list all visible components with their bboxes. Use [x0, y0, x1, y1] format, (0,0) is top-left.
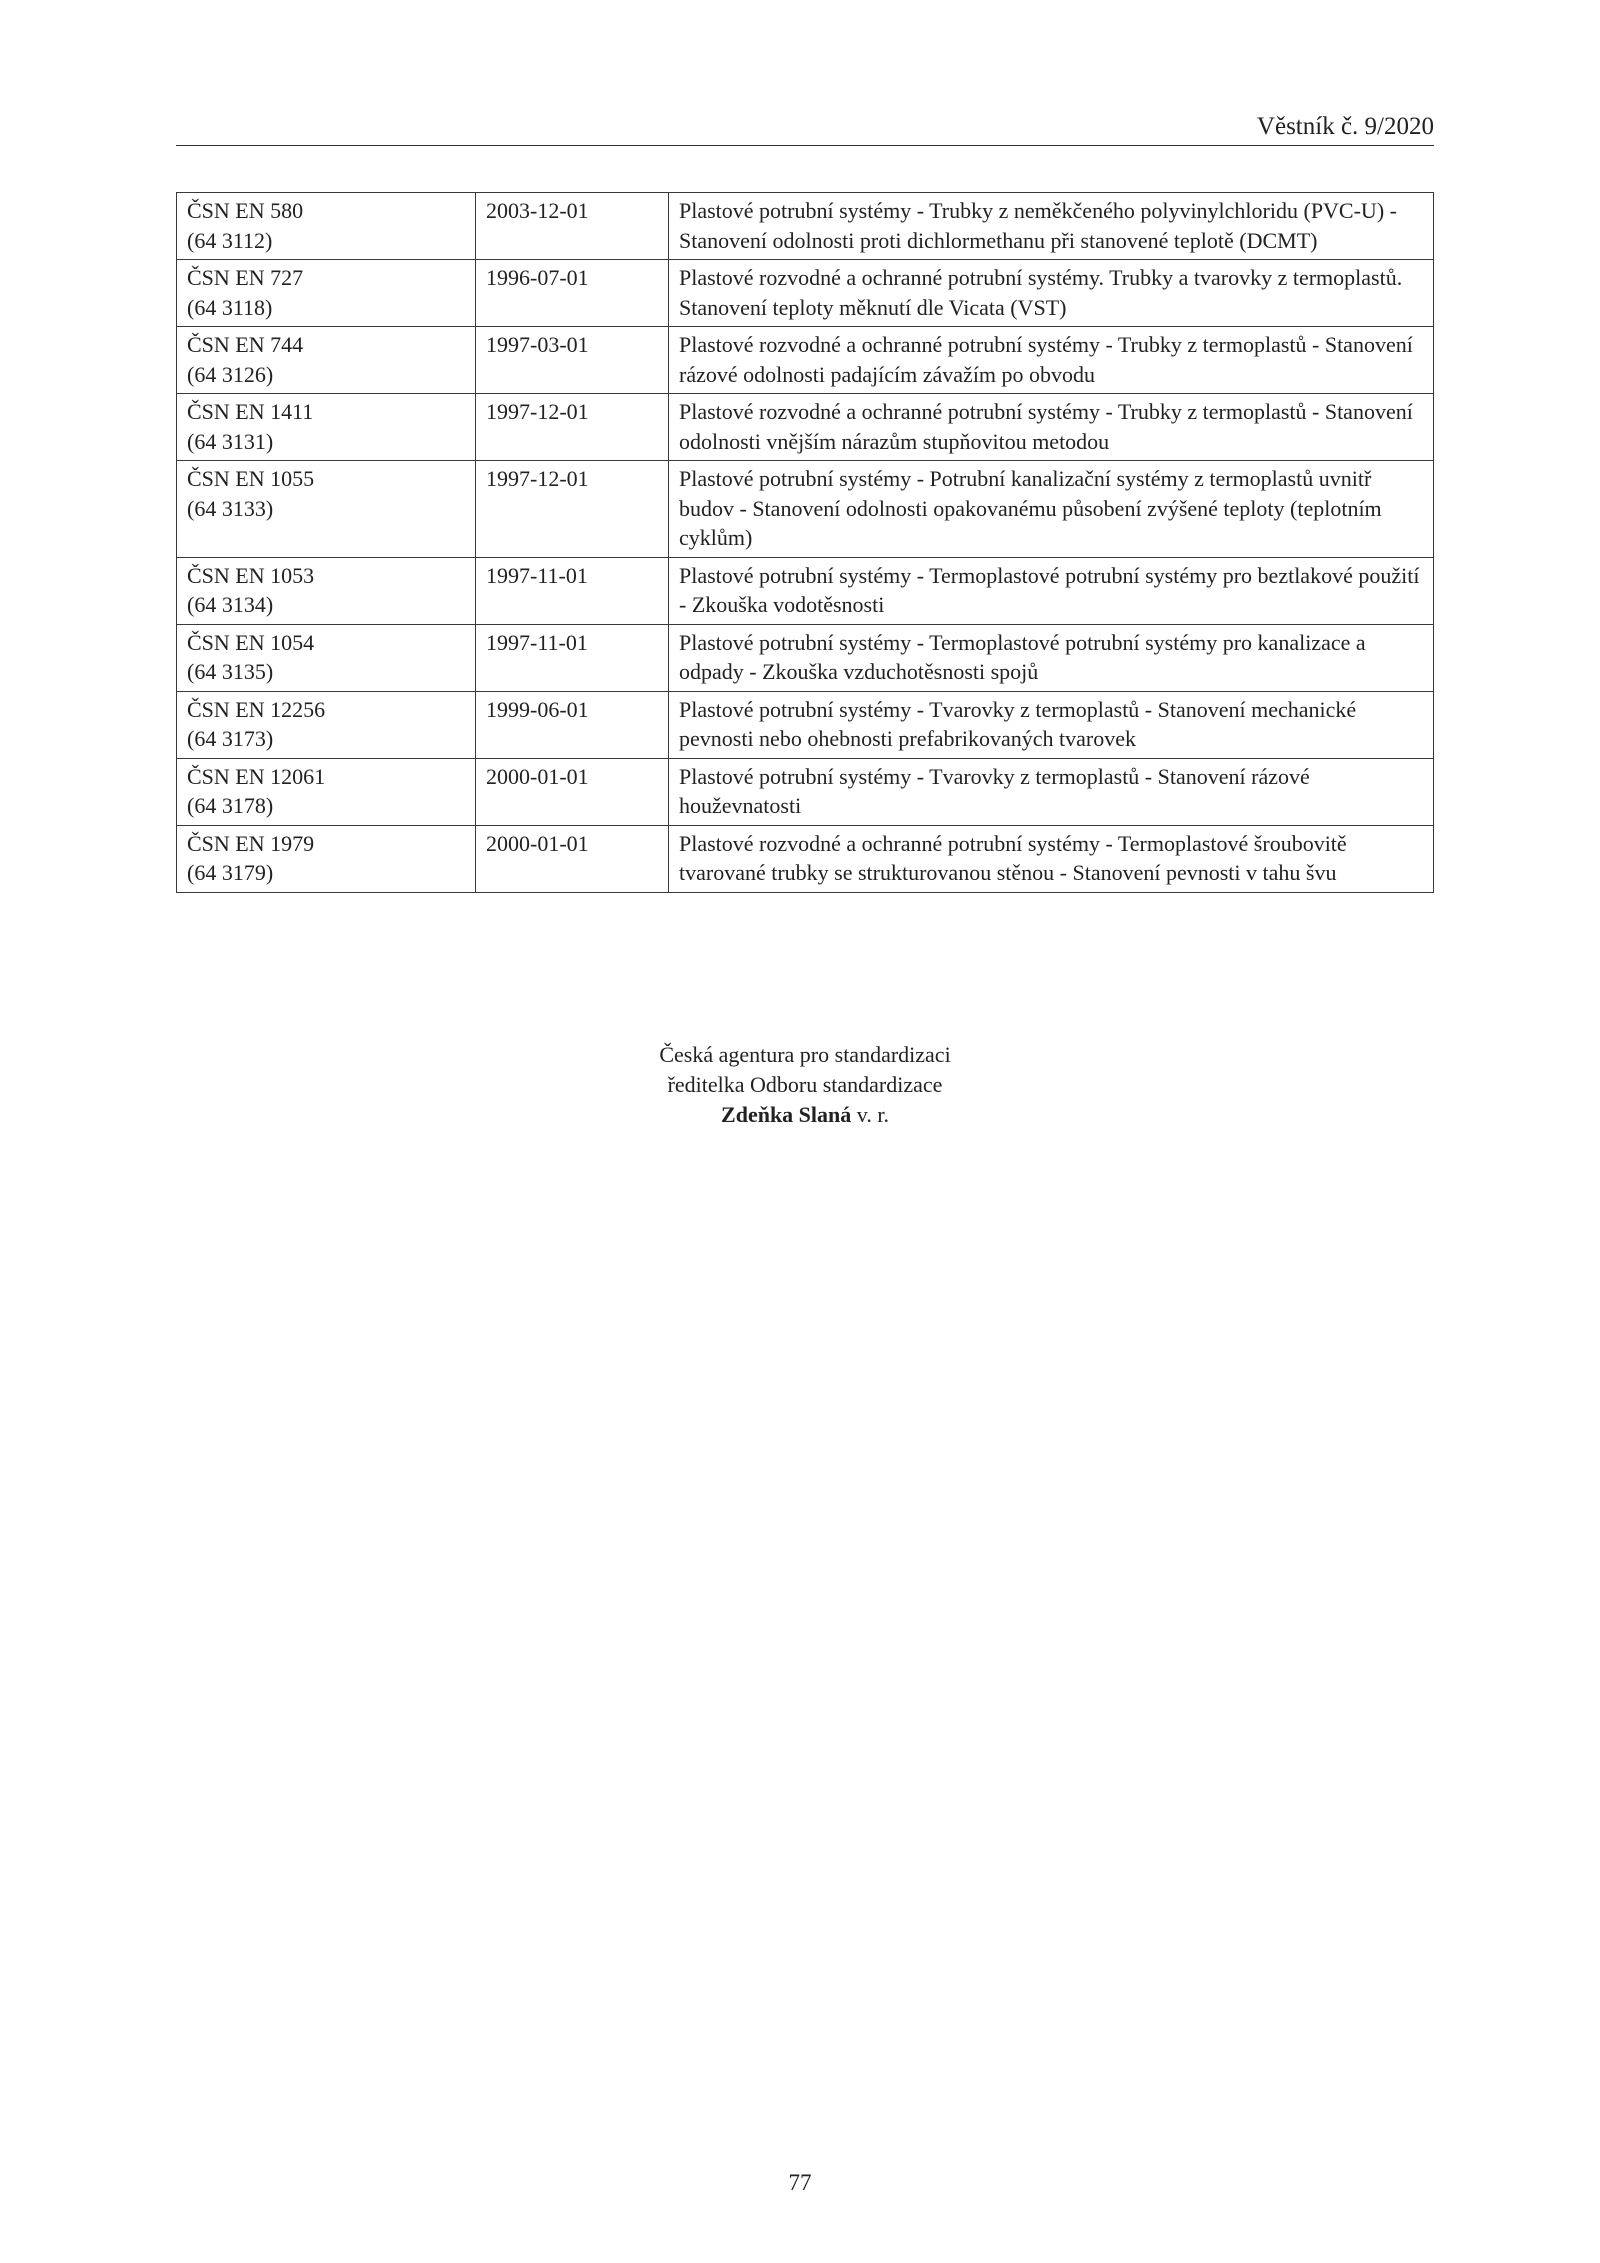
table-row	[177, 758, 1434, 825]
table-row	[177, 394, 1434, 461]
signatory-suffix: v. r.	[851, 1102, 889, 1127]
classification-code: (64 3112)	[187, 227, 273, 253]
table-row	[177, 624, 1434, 691]
standard-code: ČSN EN 1053	[187, 562, 315, 588]
standard-code: ČSN EN 744	[187, 332, 304, 357]
standards-table	[176, 192, 1434, 893]
classification-code: (64 3135)	[187, 659, 274, 684]
standard-code-cell	[177, 193, 476, 260]
title-cell: Plastové rozvodné a ochranné potrubní systémy - Trubky z termoplastů - Stanovení rázové odolnosti padajícím závažím po obvodu	[669, 327, 1434, 394]
standard-code-cell	[177, 691, 476, 758]
standard-code-cell	[177, 327, 476, 394]
title-cell: Plastové rozvodné a ochranné potrubní systémy. Trubky a tvarovky z termoplastů. Stanovení teploty měknutí dle Vicata (VST)	[669, 260, 1434, 327]
title-cell: Plastové potrubní systémy - Termoplastové potrubní systémy pro kanalizace a odpady - Zkouška vzduchotěsnosti spojů	[669, 624, 1434, 691]
standard-code-cell	[177, 260, 476, 327]
date-cell: 1997-03-01	[476, 327, 669, 394]
standard-code: ČSN EN 1055	[187, 466, 315, 491]
header-rule	[176, 145, 1434, 146]
date-cell: 2000-01-01	[476, 825, 669, 892]
signatory-role: ředitelka Odboru standardizace	[667, 1072, 943, 1097]
classification-code: (64 3118)	[187, 294, 273, 320]
classification-code: (64 3131)	[187, 428, 274, 454]
standard-code-cell	[177, 758, 476, 825]
standard-code: ČSN EN 1979	[187, 830, 315, 856]
date-cell: 2000-01-01	[476, 758, 669, 825]
classification-code: (64 3178)	[187, 793, 274, 818]
standard-code: ČSN EN 1054	[187, 629, 315, 655]
title-cell: Plastové potrubní systémy - Potrubní kanalizační systémy z termoplastů uvnitř budov - Stanovení odolnosti opakovanému působení zvýšené teploty (teplotním cyklům)	[669, 461, 1434, 558]
standard-code: ČSN EN 580	[187, 198, 304, 223]
date-cell: 1999-06-01	[476, 691, 669, 758]
title-cell: Plastové potrubní systémy - Tvarovky z termoplastů - Stanovení mechanické pevnosti nebo ohebnosti prefabrikovaných tvarovek	[669, 691, 1434, 758]
standard-code-cell	[177, 624, 476, 691]
table-row	[177, 260, 1434, 327]
page-number: 77	[788, 2170, 812, 2195]
classification-code: (64 3179)	[187, 860, 274, 885]
title-cell: Plastové potrubní systémy - Termoplastové potrubní systémy pro beztlakové použití - Zkouška vodotěsnosti	[669, 557, 1434, 624]
table-row	[177, 557, 1434, 624]
classification-code: (64 3133)	[187, 495, 274, 521]
title-cell: Plastové rozvodné a ochranné potrubní systémy - Termoplastové šroubovitě tvarované trubky se strukturovanou stěnou - Stanovení pevnosti v tahu švu	[669, 825, 1434, 892]
signatory-name: Zdeňka Slaná	[721, 1102, 852, 1127]
page-header: Věstník č. 9/2020	[1256, 113, 1434, 140]
standard-code-cell	[177, 461, 476, 558]
classification-code: (64 3134)	[187, 592, 274, 617]
signature-block	[500, 1040, 1110, 1130]
title-cell: Plastové rozvodné a ochranné potrubní systémy - Trubky z termoplastů - Stanovení odolnosti vnějším nárazům stupňovitou metodou	[669, 394, 1434, 461]
table-row	[177, 691, 1434, 758]
standard-code-cell	[177, 394, 476, 461]
agency-name: Česká agentura pro standardizaci	[659, 1042, 951, 1067]
table-row	[177, 327, 1434, 394]
standard-code: ČSN EN 12061	[187, 763, 326, 789]
title-cell: Plastové potrubní systémy - Trubky z neměkčeného polyvinylchloridu (PVC-U) - Stanovení odolnosti proti dichlormethanu při stanovené teplotě (DCMT)	[669, 193, 1434, 260]
date-cell: 1997-12-01	[476, 394, 669, 461]
signatory-line	[500, 1100, 1110, 1130]
date-cell: 2003-12-01	[476, 193, 669, 260]
standard-code-cell	[177, 825, 476, 892]
standard-code: ČSN EN 1411	[187, 399, 314, 424]
standard-code: ČSN EN 12256	[187, 696, 326, 722]
title-cell: Plastové potrubní systémy - Tvarovky z termoplastů - Stanovení rázové houževnatosti	[669, 758, 1434, 825]
standard-code-cell	[177, 557, 476, 624]
date-cell: 1996-07-01	[476, 260, 669, 327]
table-row	[177, 193, 1434, 260]
classification-code: (64 3173)	[187, 726, 274, 751]
table-row	[177, 461, 1434, 558]
date-cell: 1997-11-01	[476, 557, 669, 624]
standard-code: ČSN EN 727	[187, 265, 304, 290]
date-cell: 1997-12-01	[476, 461, 669, 558]
classification-code: (64 3126)	[187, 361, 274, 387]
table-row	[177, 825, 1434, 892]
date-cell: 1997-11-01	[476, 624, 669, 691]
